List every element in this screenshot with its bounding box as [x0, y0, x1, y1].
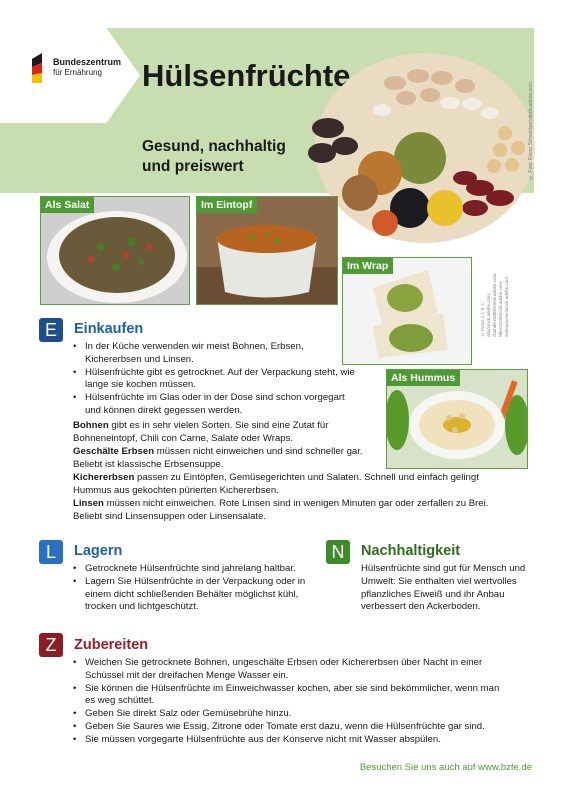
- paragraph-linsen: [73, 498, 513, 524]
- section-letter-e: E: [39, 318, 63, 342]
- photo-salat: [40, 196, 190, 305]
- term: Bohnen: [73, 420, 109, 431]
- photo-wrap: [342, 257, 472, 365]
- logo-name: Bundeszentrum: [53, 57, 122, 67]
- page-title: Hülsenfrüchte: [142, 58, 351, 93]
- section-letter-n: N: [326, 540, 350, 564]
- einkaufen-list: [71, 341, 359, 418]
- term-text: müssen nicht einweichen. Rote Linsen sind in wenigen Minuten gar oder zerfallen zu Brei. Beliebt sind Linsensuppen oder Linsensalate.: [73, 498, 489, 522]
- list-item: • Getrocknete Hülsenfrüchte sind jahrelang haltbar.: [71, 563, 319, 576]
- section-title-lagern: Lagern: [74, 543, 123, 559]
- section-letter-l: L: [39, 540, 63, 564]
- photo-hummus: [386, 369, 528, 469]
- zubereiten-list: [71, 657, 511, 747]
- logo-subtitle: für Ernährung: [53, 68, 102, 77]
- term: Kichererbsen: [73, 472, 135, 483]
- photo-tag-hummus: Als Hummus: [387, 370, 460, 386]
- nachhaltigkeit-text: Hülsenfrüchte sind gut für Mensch und Umwelt: Sie enthalten viel wertvolles pflanzliches Eiweiß und ihr Anbau verbessert den Ackerboden.: [361, 563, 526, 613]
- photo-tag-wrap: Im Wrap: [343, 258, 393, 274]
- photo-credit: © Foto: Elena Schweitzer/stock.adobe.com: [528, 82, 534, 180]
- eagle-flag-logo-icon: [32, 53, 50, 83]
- subtitle-line-2: und preiswert: [142, 158, 244, 175]
- lentil-salad-image: [41, 197, 189, 304]
- photo-tag-salat: Als Salat: [41, 197, 94, 213]
- paragraph-kichererbsen: [73, 472, 493, 498]
- list-item: • Weichen Sie getrocknete Bohnen, ungeschälte Erbsen oder Kichererbsen über Nacht in einer Schüssel mit der dreifachen Menge Wasser ein.: [71, 657, 511, 683]
- term-text: müssen nicht einweichen und sind schneller gar. Beliebt ist klassische Erbsensuppe.: [73, 446, 363, 470]
- term: Geschälte Erbsen: [73, 446, 155, 457]
- term-text: gibt es in sehr vielen Sorten. Sie sind eine Zutat für Bohneneintopf, Chili con Carne, Salate oder Wraps.: [73, 420, 329, 444]
- photo-credits-small: © Fotos v. l. n. r.: Alla/stock.adobe.com, chandlervid85/stock.adobe.com, Wirestock/stock.adobe.com, samopauser/stock.adobe.com: [480, 272, 509, 337]
- term: Linsen: [73, 498, 104, 509]
- list-item: • Geben Sie direkt Salz oder Gemüsebrühe hinzu.: [71, 708, 511, 721]
- lagern-list: [71, 563, 319, 614]
- stew-bowl-image: [197, 197, 337, 304]
- section-title-einkaufen: Einkaufen: [74, 321, 144, 337]
- list-item: • In der Küche verwenden wir meist Bohnen, Erbsen, Kichererbsen und Linsen.: [71, 341, 359, 367]
- section-title-nachhaltigkeit: Nachhaltigkeit: [361, 543, 461, 559]
- list-item: • Lagern Sie Hülsenfrüchte in der Verpackung oder in einem dicht schließenden Behälter möglichst kühl, trocken und lichtgeschützt.: [71, 576, 319, 614]
- footer-link[interactable]: Besuchen Sie uns auch auf www.bzfe.de: [359, 762, 532, 773]
- paragraph-bohnen: [73, 420, 363, 446]
- term-text: passen zu Eintöpfen, Gemüsegerichten und Salaten. Schnell und einfach gelingt Hummus aus gekochten pürierten Kichererbsen.: [73, 472, 479, 496]
- list-item: • Hülsenfrüchte gibt es getrocknet. Auf der Verpackung steht, wie lange sie kochen müssen.: [71, 367, 359, 393]
- paragraph-erbsen: [73, 446, 363, 472]
- list-item: • Sie können die Hülsenfrüchte im Einweichwasser kochen, aber sie sind bekömmlicher, wenn man es weg schüttet.: [71, 683, 511, 709]
- list-item: • Geben Sie Saures wie Essig, Zitrone oder Tomate erst dazu, wenn die Hülsenfrüchte gar sind.: [71, 721, 511, 734]
- page-subtitle: [142, 137, 312, 177]
- subtitle-line-1: Gesund, nachhaltig: [142, 138, 286, 155]
- photo-eintopf: [196, 196, 338, 305]
- section-letter-z: Z: [39, 633, 63, 657]
- list-item: • Sie müssen vorgegarte Hülsenfrüchte aus der Konserve nicht mit Wasser abspülen.: [71, 734, 511, 747]
- section-title-zubereiten: Zubereiten: [74, 637, 149, 653]
- list-item: • Hülsenfrüchte im Glas oder in der Dose sind schon vorgegart und können direkt gegessen werden.: [71, 392, 359, 418]
- photo-tag-eintopf: Im Eintopf: [197, 197, 257, 213]
